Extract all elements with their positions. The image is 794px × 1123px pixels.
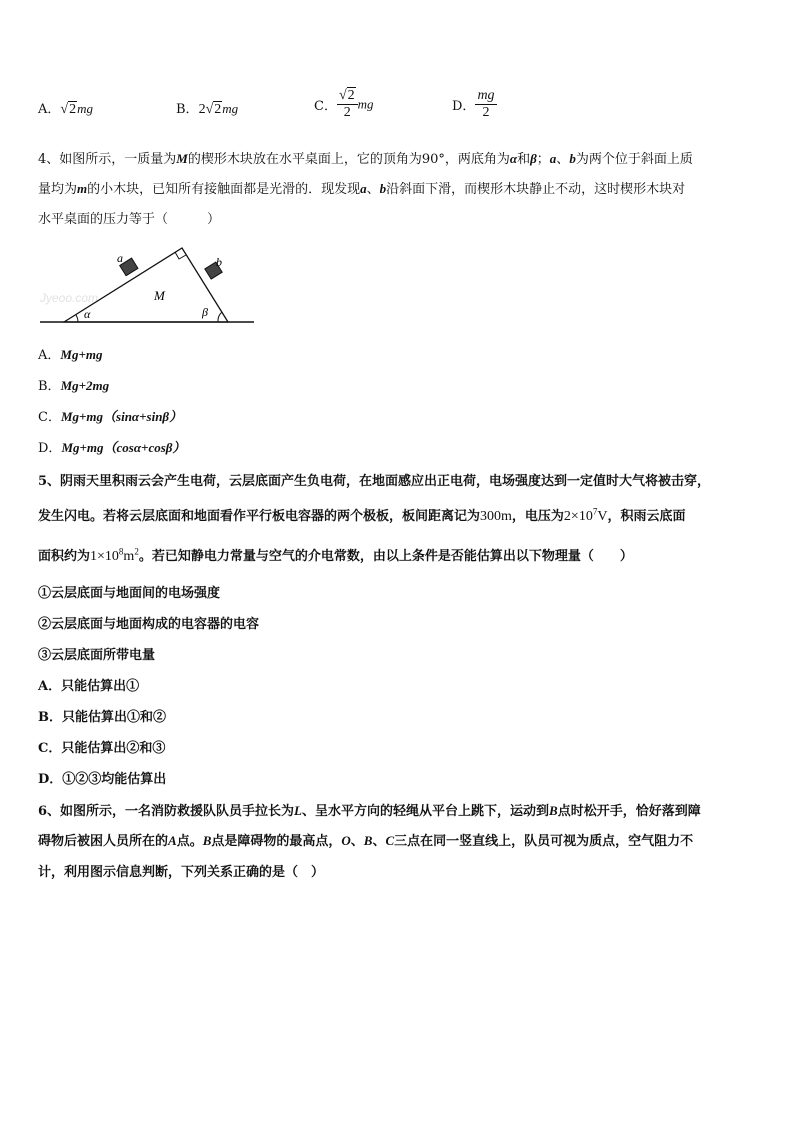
label-alpha: α [84,307,91,321]
beta-arc [218,312,222,322]
label-beta: β [202,305,208,319]
right-angle-mark [175,252,186,259]
q5-item-2: ②云层底面与地面构成的电容器的电容 [38,617,260,632]
sqrt-symbol: √2 [205,102,222,117]
fraction: $\frac{mg}{2}$ [477,88,495,120]
q5-option-b: B．只能估算出①和② [38,710,166,725]
fraction: $\frac{√2}{2}$ [337,88,358,121]
q6-stem-line2: 碍物后被困人员所在的A点。B点是障碍物的最高点，O、B、C三点在同一竖直线上，队员可视为质点，空气阻力不 [38,833,694,849]
q5-stem-line2: 发生闪电。若将云层底面和地面看作平行板电容器的两个极板，板间距离记为300m，电压为$2\times 10^7V$，积雨云底面 [38,506,686,524]
q3-option-c: C． $\frac{√2}{2}$ mg [314,88,374,120]
q4-stem-line3: 水平桌面的压力等于（ ） [38,212,221,227]
q6-stem-line3: 计，利用图示信息判断，下列关系正确的是（ ） [38,865,325,880]
q4-option-c: C．Mg+mg（sinα+sinβ） [38,409,183,425]
q5-item-3: ③云层底面所带电量 [38,648,156,663]
label-a: a [117,251,123,265]
q6-stem-line1: 6、如图所示，一名消防救援队队员手拉长为L、呈水平方向的轻绳从平台上跳下，运动到B点时松开手，恰好落到障 [38,803,701,819]
figure-watermark: Jyeoo.com [40,291,99,305]
label-M: M [154,288,165,303]
q4-option-a: A．Mg+mg [38,347,103,363]
q3-option-a: A．√2mg [38,101,93,117]
label-b: b [216,255,222,269]
q4-stem-line1: 4、如图所示，一质量为M的楔形木块放在水平桌面上，它的顶角为90°，两底角为α和β；a、b为两个位于斜面上质 [38,151,693,167]
q5-option-d: D．①②③均能估算出 [38,772,167,787]
q4-option-b: B．Mg+2mg [38,378,110,394]
q4-stem-line2: 量均为m的小木块，已知所有接触面都是光滑的．现发现a、b沿斜面下滑，而楔形木块静止不动，这时楔形木块对 [38,181,686,197]
q5-option-a: A．只能估算出① [38,679,140,694]
q5-stem-line3: 面积约为$1\times 10^8m^2$。若已知静电力常量与空气的介电常数，由以上条件是否能估算出以下物理量（ ） [38,546,633,564]
q5-option-c: C．只能估算出②和③ [38,741,166,756]
alpha-arc [76,315,78,322]
q5-stem-line1: 5、阴雨天里积雨云会产生电荷，云层底面产生负电荷，在地面感应出正电荷，电场强度达到一定值时大气将被击穿， [38,474,711,489]
sqrt-symbol: √2 [60,102,77,117]
q5-item-1: ①云层底面与地面间的电场强度 [38,586,221,601]
q3-option-b: B．2√2mg [176,101,239,117]
q4-option-d: D．Mg+mg（cosα+cosβ） [38,440,186,456]
wedge-figure [38,240,258,332]
q3-option-d: D． $\frac{mg}{2}$ [452,88,495,120]
